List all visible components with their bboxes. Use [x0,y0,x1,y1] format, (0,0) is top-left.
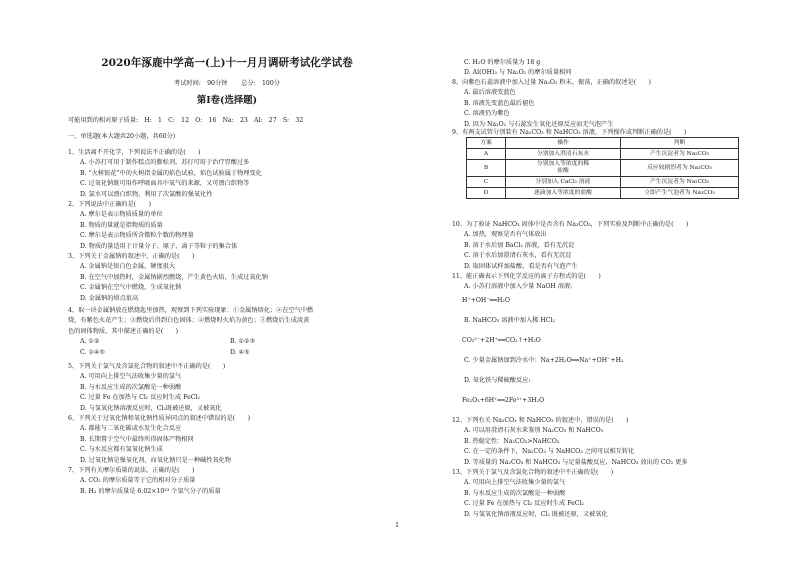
option-d: D. ④⑤ [230,348,250,356]
question-1 [68,148,262,200]
question-5 [68,362,225,414]
question-12 [452,416,688,468]
question-stem: 3、下列关于金属钠的叙述中，正确的是( ) [68,253,195,260]
table-cell: B [467,160,506,177]
equation-d: Fe₂O₃+6H⁺══2Fe³⁺+3H₂O [462,397,545,404]
option-b: B. 物质的量就是指物质的质量 [80,221,163,229]
option-a: A. 可用向上排空气法收集少量的氯气 [464,479,566,487]
question-13 [452,468,613,520]
option-d: D. 与氢氧化钠溶液反应时，Cl₂ 既被还原，又被氧化 [464,510,608,518]
option-b: B. 溶于水后加 BaCl₂ 溶液，看有无沉淀 [464,241,575,249]
option-row-2 [68,348,313,358]
option-c: C. 在一定的条件下，Na₂CO₃ 与 NaHCO₃ 之间可以相互转化 [464,448,635,456]
option-d: D. 过氧化钠是强氧化剂，而氧化钠只是一种碱性氧化物 [80,456,231,464]
option-a: A. 小苏打溶液中加入少量 NaOH 溶液: [464,283,573,291]
page-number: 1 [395,522,399,529]
question-9-stem: 9、有两支试管分别装有 Na₂CO₃ 和 NaHCO₃ 溶液，下列操作或判断正确的是( ) [452,129,687,136]
table-cell: 分别加入澄清石灰水 [506,149,621,160]
option-a: A. ①② [80,338,100,346]
option-a: A. 可用向上排空气法收集少量的氯气 [80,373,182,381]
exam-score: 总分: 100分 [241,80,280,87]
table-row [467,188,739,199]
option-row-1 [68,337,313,347]
option-a: A. 加热，观察是否有气体放出 [464,231,547,239]
question-stem-line-2: 烧，有紫色火花产生；③燃烧后得到白色固体；④燃烧时火焰为黄色；⑤燃烧后生成淡黄 [68,317,310,325]
question-stem: 11、能正确表示下列化学反应的离子方程式的是( ) [452,273,601,280]
table-cell: A [467,149,506,160]
exam-meta [68,78,386,87]
table-cell: 分别加入等浓度的稀盐酸 [506,160,621,177]
question-stem: 5、下列关于氯气及含氯化合物的叙述中不正确的是( ) [68,363,226,370]
option-b: B. 长期置于空气中最终所得固体产物相同 [80,435,194,443]
option-b: B. 溶液先变蓝色最后褪色 [464,99,535,107]
option-a: A. CO₂ 的摩尔质量等于它的相对分子质量 [80,477,196,485]
question-stem: 6、下列关于过氧化钠和氧化钠性质异同点的叙述中错误的是( ) [68,415,251,422]
question-stem: 12、下列有关 Na₂CO₃ 和 NaHCO₃ 的叙述中，错误的是( ) [452,417,629,424]
option-c: C. 溶液仍为紫色 [464,110,510,118]
option-b: B. 热稳定性：Na₂CO₃>NaHCO₃ [464,437,560,445]
question-7-continued [452,58,571,79]
table-cell: C [467,177,506,188]
option-d: D. 取固体试样加盐酸，看是否有气泡产生 [464,262,578,270]
question-stem: 1、生活离不开化学，下列说法不正确的是( ) [68,149,201,156]
option-a: A. 最后溶液变蓝色 [464,89,516,97]
option-c: C. 溶于水后加澄清石灰水，看有无沉淀 [464,252,572,260]
table-row [467,160,739,177]
option-b: B. 在空气中加热时，金属钠剧烈燃烧，产生黄色火焰，生成过氧化钠 [80,273,268,281]
table-cell: 分别加入 CaCl₂ 溶液 [506,177,621,188]
option-b: B. H₂ 的摩尔质量是 6.02×10²³ 个氢气分子的质量 [80,487,221,495]
table-header-row [467,138,739,149]
atomic-mass-line: 可能用到的相对原子质量: H: 1 C: 12 O: 16 Na: 23 Al: 27 S: 32 [68,117,304,124]
question-2 [68,200,237,252]
table-cell: D [467,188,506,199]
equation-a: H⁺+OH⁻══H₂O [462,297,510,304]
part-heading: 第Ⅰ卷(选择题) [196,95,258,106]
option-c: C. 少量金属钠加到冷水中：Na+2H₂O══Na⁺+OH⁻+H₂ [464,357,624,364]
option-c: C. 摩尔是表示物质所含微粒个数的物理量 [80,232,194,240]
option-c: C. 金属钠在空气中燃烧，生成氧化钠 [80,284,182,292]
option-d: D. 物质的量适用于计量分子、原子、离子等粒子的集合体 [80,242,238,250]
option-b: B. 与水反应生成的次氯酸是一种弱酸 [80,383,182,391]
option-c: C. 过氧化钠既可用作呼吸面具中氧气的来源，又可漂白织物等 [80,180,250,188]
question-9-table [466,137,739,199]
question-stem: 7、下列有关摩尔质量的说法，正确的是( ) [68,467,195,474]
table-row [467,177,739,188]
question-stem-line-3: 色的固体物质，其中描述正确的是( ) [68,327,179,335]
option-a: A. 都能与二氧化碳或水发生化合反应 [80,425,182,433]
question-stem: 13、下列关于氯气及含氯化合物的叙述中不正确的是( ) [452,469,614,476]
option-a: A. 摩尔是表示物质质量的单位 [80,211,163,219]
equation-b: CO₃²⁻+2H⁺══CO₂↑+H₂O [462,337,541,344]
question-8 [452,78,651,130]
question-4 [68,306,313,358]
question-stem: 10、为了验证 NaHCO₃ 固体中是否含有 Na₂CO₃，下列实验及判断中正确的是( ) [452,221,689,228]
option-c: C. ①④⑤ [80,348,106,356]
option-c: C. H₂O 的摩尔质量为 18 g [464,59,541,66]
option-b: B. ①②③ [230,338,256,346]
question-7 [68,466,221,497]
option-d: D. 因为 Na₂O₂ 与石蕊发生氧化还原反应而无气泡产生 [464,120,614,128]
table-cell: 逐滴加入等浓度的盐酸 [506,188,621,199]
option-d: D. Al(OH)₃ 与 Na₂O₂ 的摩尔质量相同 [464,69,572,77]
page-title: 2020年涿鹿中学高一(上)十一月月调研考试化学试卷 [101,57,353,69]
option-c: C. 过量 Fe 在加热与 Cl₂ 反应时生成 FeCl₂ [80,394,200,402]
exam-time: 考试时间: 90分钟 [174,80,228,87]
question-stem-line-1: 4、取一块金属钠放在燃烧匙里加热，观察到下列实验现象：①金属钠熔化；②在空气中燃 [68,307,314,314]
section-heading: 一、单选题(本大题共20小题，共60分) [68,133,176,140]
option-d: D. 等质量的 Na₂CO₃ 和 NaHCO₃ 与足量盐酸反应，NaHCO₃ 放出的 CO₂ 更多 [464,458,688,466]
table-header-cell: 判断 [621,138,739,149]
question-6 [68,414,250,466]
table-cell: 反应较剧烈者为 Na₂CO₃ [621,160,739,177]
option-d: D. 氧化铁与稀硫酸反应: [464,377,531,384]
option-b: B. NaHCO₃ 溶液中加入稀 HCl₂ [464,317,555,324]
option-b: B. 与水反应生成的次氯酸是一种弱酸 [464,489,566,497]
question-11 [452,272,601,293]
table-header-cell: 操作 [506,138,621,149]
option-d: D. 与氢氧化钠溶液反应时，Cl₂既被还原，又被氧化 [80,404,222,412]
table-cell: 产生沉淀者为 Na₂CO₃ [621,177,739,188]
question-stem: 8、向紫色石蕊溶液中加入过量 Na₂O₂ 粉末，振荡，正确的叙述是( ) [452,79,651,86]
option-d: D. 氯水可以漂白织物，利用了次氯酸的强氧化性 [80,190,213,198]
question-10 [452,220,688,272]
question-stem: 2、下列说法中正确的是( ) [68,201,152,208]
option-a: A. 可以用澄清石灰水来鉴别 Na₂CO₃ 和 NaHCO₃ [464,427,604,435]
option-b: B. “火树银花”中的火树指金属的焰色试验，焰色试验属于物理变化 [80,169,262,177]
option-c: C. 过量 Fe 在加热与 Cl₂ 反应时生成 FeCl₂ [464,500,584,508]
table-header-cell: 方案 [467,138,506,149]
table-cell: 立即产生气泡者为 Na₂CO₃ [621,188,739,199]
table-row [467,149,739,160]
option-d: D. 金属钠的熔点很高 [80,294,139,302]
option-c: C. 与水反应都有氢氧化钠生成 [80,446,163,454]
option-a: A. 金属钠是银白色金属，硬度很大 [80,263,176,271]
table-cell: 产生沉淀者为 Na₂CO₃ [621,149,739,160]
question-3 [68,252,268,304]
option-a: A. 小苏打可用于制作糕点的膨松剂，苏打可用于治疗胃酸过多 [80,159,250,167]
